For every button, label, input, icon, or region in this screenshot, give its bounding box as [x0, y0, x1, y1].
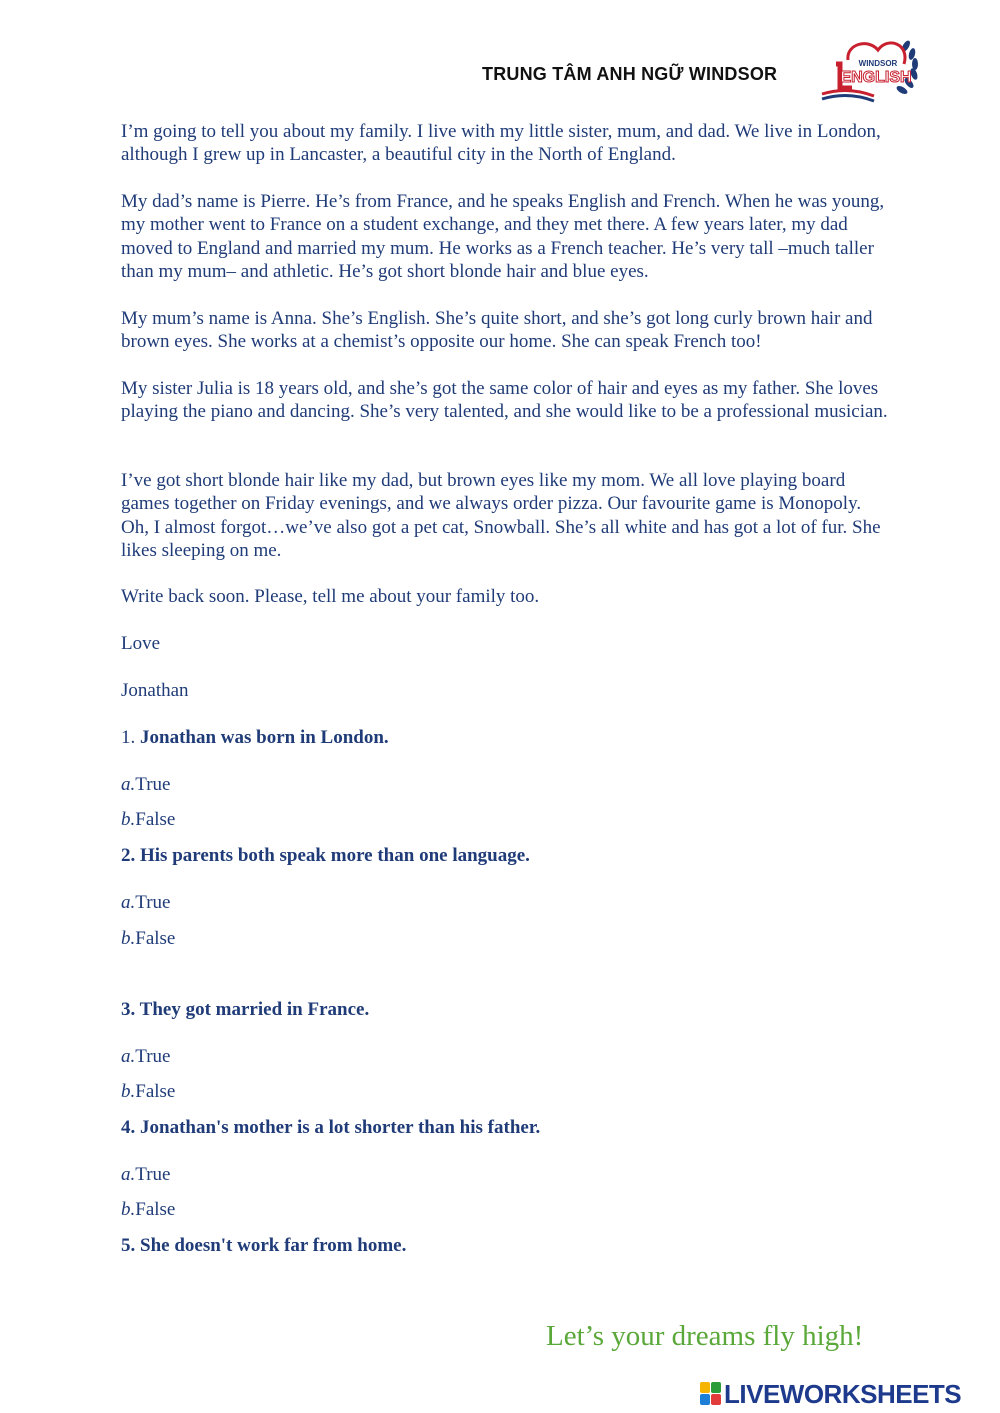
signature: Jonathan	[121, 680, 189, 701]
question-2	[121, 844, 891, 867]
option-text: True	[135, 1164, 171, 1185]
option-text: True	[135, 1046, 171, 1067]
paragraph-5: I’ve got short blonde hair like my dad, but brown eyes like my mom. We all love playing board games together on Friday evenings, and we always order pizza. Our favourite game is Monopoly. Oh, I almost forgot…we’ve also got a pet cat, Snowball. She’s all white and has got a lot of fur. She likes sleeping on me.	[121, 470, 881, 561]
liveworksheets-wordmark: LIVEWORKSHEETS	[724, 1379, 962, 1409]
option-text: False	[135, 928, 176, 949]
logo-text-top: WINDSOR	[858, 59, 898, 68]
question-text: His parents both speak more than one language.	[140, 845, 530, 866]
question-number: 1.	[121, 727, 136, 748]
option-text: False	[135, 1199, 176, 1220]
paragraph-2: My dad’s name is Pierre. He’s from France, and he speaks English and French. When he was young, my mother went to France on a student exchange, and they met there. A few years later, my dad moved to England and married my mum. He works as a French teacher. He’s very tall –much taller than my mum– and athletic. He’s got short blonde hair and blue eyes.	[121, 191, 885, 282]
question-1	[121, 726, 891, 749]
question-5	[121, 1234, 891, 1257]
option-text: True	[135, 774, 171, 795]
paragraph-6: Write back soon. Please, tell me about your family too.	[121, 586, 540, 607]
q3-option-b[interactable]	[121, 1080, 891, 1103]
q3-option-a[interactable]	[121, 1045, 891, 1068]
logo-text-main: ENGLISH	[840, 69, 912, 86]
closing: Love	[121, 633, 161, 654]
q1-option-b[interactable]	[121, 808, 891, 831]
question-text: She doesn't work far from home.	[140, 1235, 407, 1256]
header	[470, 50, 930, 110]
question-number: 2.	[121, 845, 136, 866]
q2-option-a[interactable]	[121, 891, 891, 914]
option-text: False	[135, 809, 176, 830]
question-4	[121, 1116, 891, 1139]
liveworksheets-icon	[700, 1382, 722, 1406]
slogan: Let’s your dreams fly high!	[546, 1320, 864, 1352]
question-3	[121, 998, 891, 1021]
q2-option-b[interactable]	[121, 927, 891, 950]
question-number: 5.	[121, 1235, 136, 1256]
paragraph-4: My sister Julia is 18 years old, and she’s got the same color of hair and eyes as my father. She loves playing the piano and dancing. She’s very talented, and she would like to be a professional musician.	[121, 378, 888, 423]
liveworksheets-brand[interactable]	[700, 1379, 996, 1409]
question-text: Jonathan's mother is a lot shorter than his father.	[140, 1117, 541, 1138]
option-text: False	[135, 1081, 176, 1102]
option-letter: a.	[121, 774, 136, 795]
question-number: 3.	[121, 999, 136, 1020]
option-letter: a.	[121, 1046, 136, 1067]
q1-option-a[interactable]	[121, 773, 891, 796]
option-letter: b.	[121, 1081, 136, 1102]
option-letter: b.	[121, 928, 136, 949]
windsor-english-logo	[818, 24, 928, 104]
option-letter: a.	[121, 1164, 136, 1185]
option-text: True	[135, 892, 171, 913]
question-text: They got married in France.	[139, 999, 370, 1020]
paragraph-1: I’m going to tell you about my family. I live with my little sister, mum, and dad. We live in London, although I grew up in Lancaster, a beautiful city in the North of England.	[121, 121, 881, 166]
question-text: Jonathan was born in London.	[140, 727, 389, 748]
option-letter: b.	[121, 1199, 136, 1220]
question-number: 4.	[121, 1117, 136, 1138]
q4-option-a[interactable]	[121, 1163, 891, 1186]
option-letter: b.	[121, 809, 136, 830]
q4-option-b[interactable]	[121, 1198, 891, 1221]
paragraph-3: My mum’s name is Anna. She’s English. She’s quite short, and she’s got long curly brown hair and brown eyes. She works at a chemist’s opposite our home. She can speak French too!	[121, 308, 873, 353]
option-letter: a.	[121, 892, 136, 913]
center-title: TRUNG TÂM ANH NGỮ WINDSOR	[482, 64, 778, 84]
